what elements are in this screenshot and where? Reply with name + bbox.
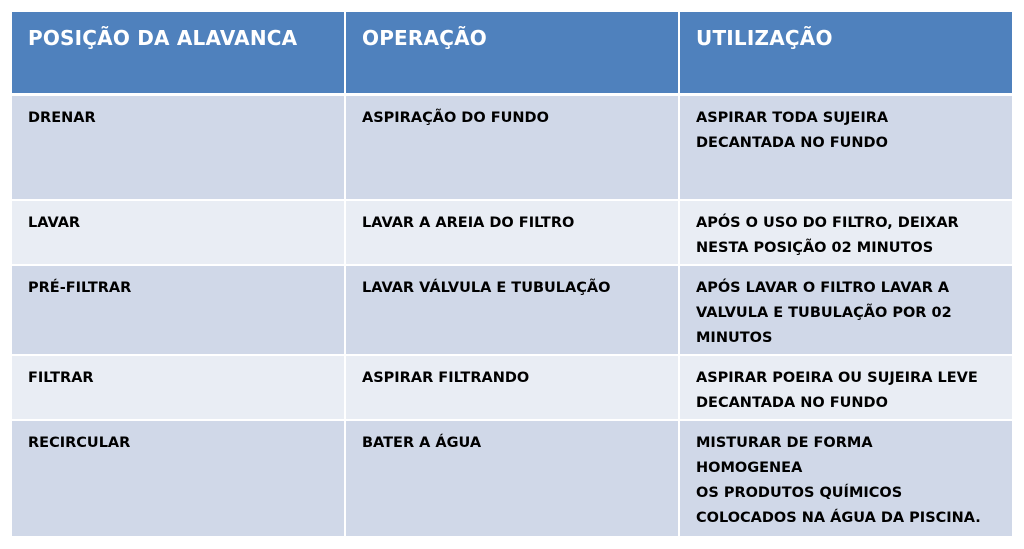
valve-positions-table [12, 12, 1012, 536]
header-posicao: POSIÇÃO DA ALAVANCA [12, 12, 345, 94]
cell-posicao: FILTRAR [12, 355, 345, 420]
cell-operacao: BATER A ÁGUA [345, 420, 679, 536]
table-row [12, 200, 1012, 265]
header-row [12, 12, 1012, 94]
cell-posicao: LAVAR [12, 200, 345, 265]
cell-operacao: LAVAR A AREIA DO FILTRO [345, 200, 679, 265]
table-row [12, 265, 1012, 355]
cell-operacao: ASPIRAR FILTRANDO [345, 355, 679, 420]
cell-utilizacao: MISTURAR DE FORMA HOMOGENEA OS PRODUTOS QUÍMICOS COLOCADOS NA ÁGUA DA PISCINA. [679, 420, 1012, 536]
cell-posicao: DRENAR [12, 94, 345, 200]
header-utilizacao: UTILIZAÇÃO [679, 12, 1012, 94]
cell-utilizacao: APÓS LAVAR O FILTRO LAVAR A VALVULA E TUBULAÇÃO POR 02 MINUTOS [679, 265, 1012, 355]
table-row [12, 94, 1012, 200]
table-body [12, 94, 1012, 536]
table-header [12, 12, 1012, 94]
cell-utilizacao: ASPIRAR POEIRA OU SUJEIRA LEVE DECANTADA NO FUNDO [679, 355, 1012, 420]
cell-posicao: RECIRCULAR [12, 420, 345, 536]
header-operacao: OPERAÇÃO [345, 12, 679, 94]
table-row [12, 420, 1012, 536]
table-row [12, 355, 1012, 420]
cell-operacao: ASPIRAÇÃO DO FUNDO [345, 94, 679, 200]
cell-posicao: PRÉ-FILTRAR [12, 265, 345, 355]
cell-utilizacao: APÓS O USO DO FILTRO, DEIXAR NESTA POSIÇÃO 02 MINUTOS [679, 200, 1012, 265]
cell-utilizacao: ASPIRAR TODA SUJEIRA DECANTADA NO FUNDO [679, 94, 1012, 200]
cell-operacao: LAVAR VÁLVULA E TUBULAÇÃO [345, 265, 679, 355]
